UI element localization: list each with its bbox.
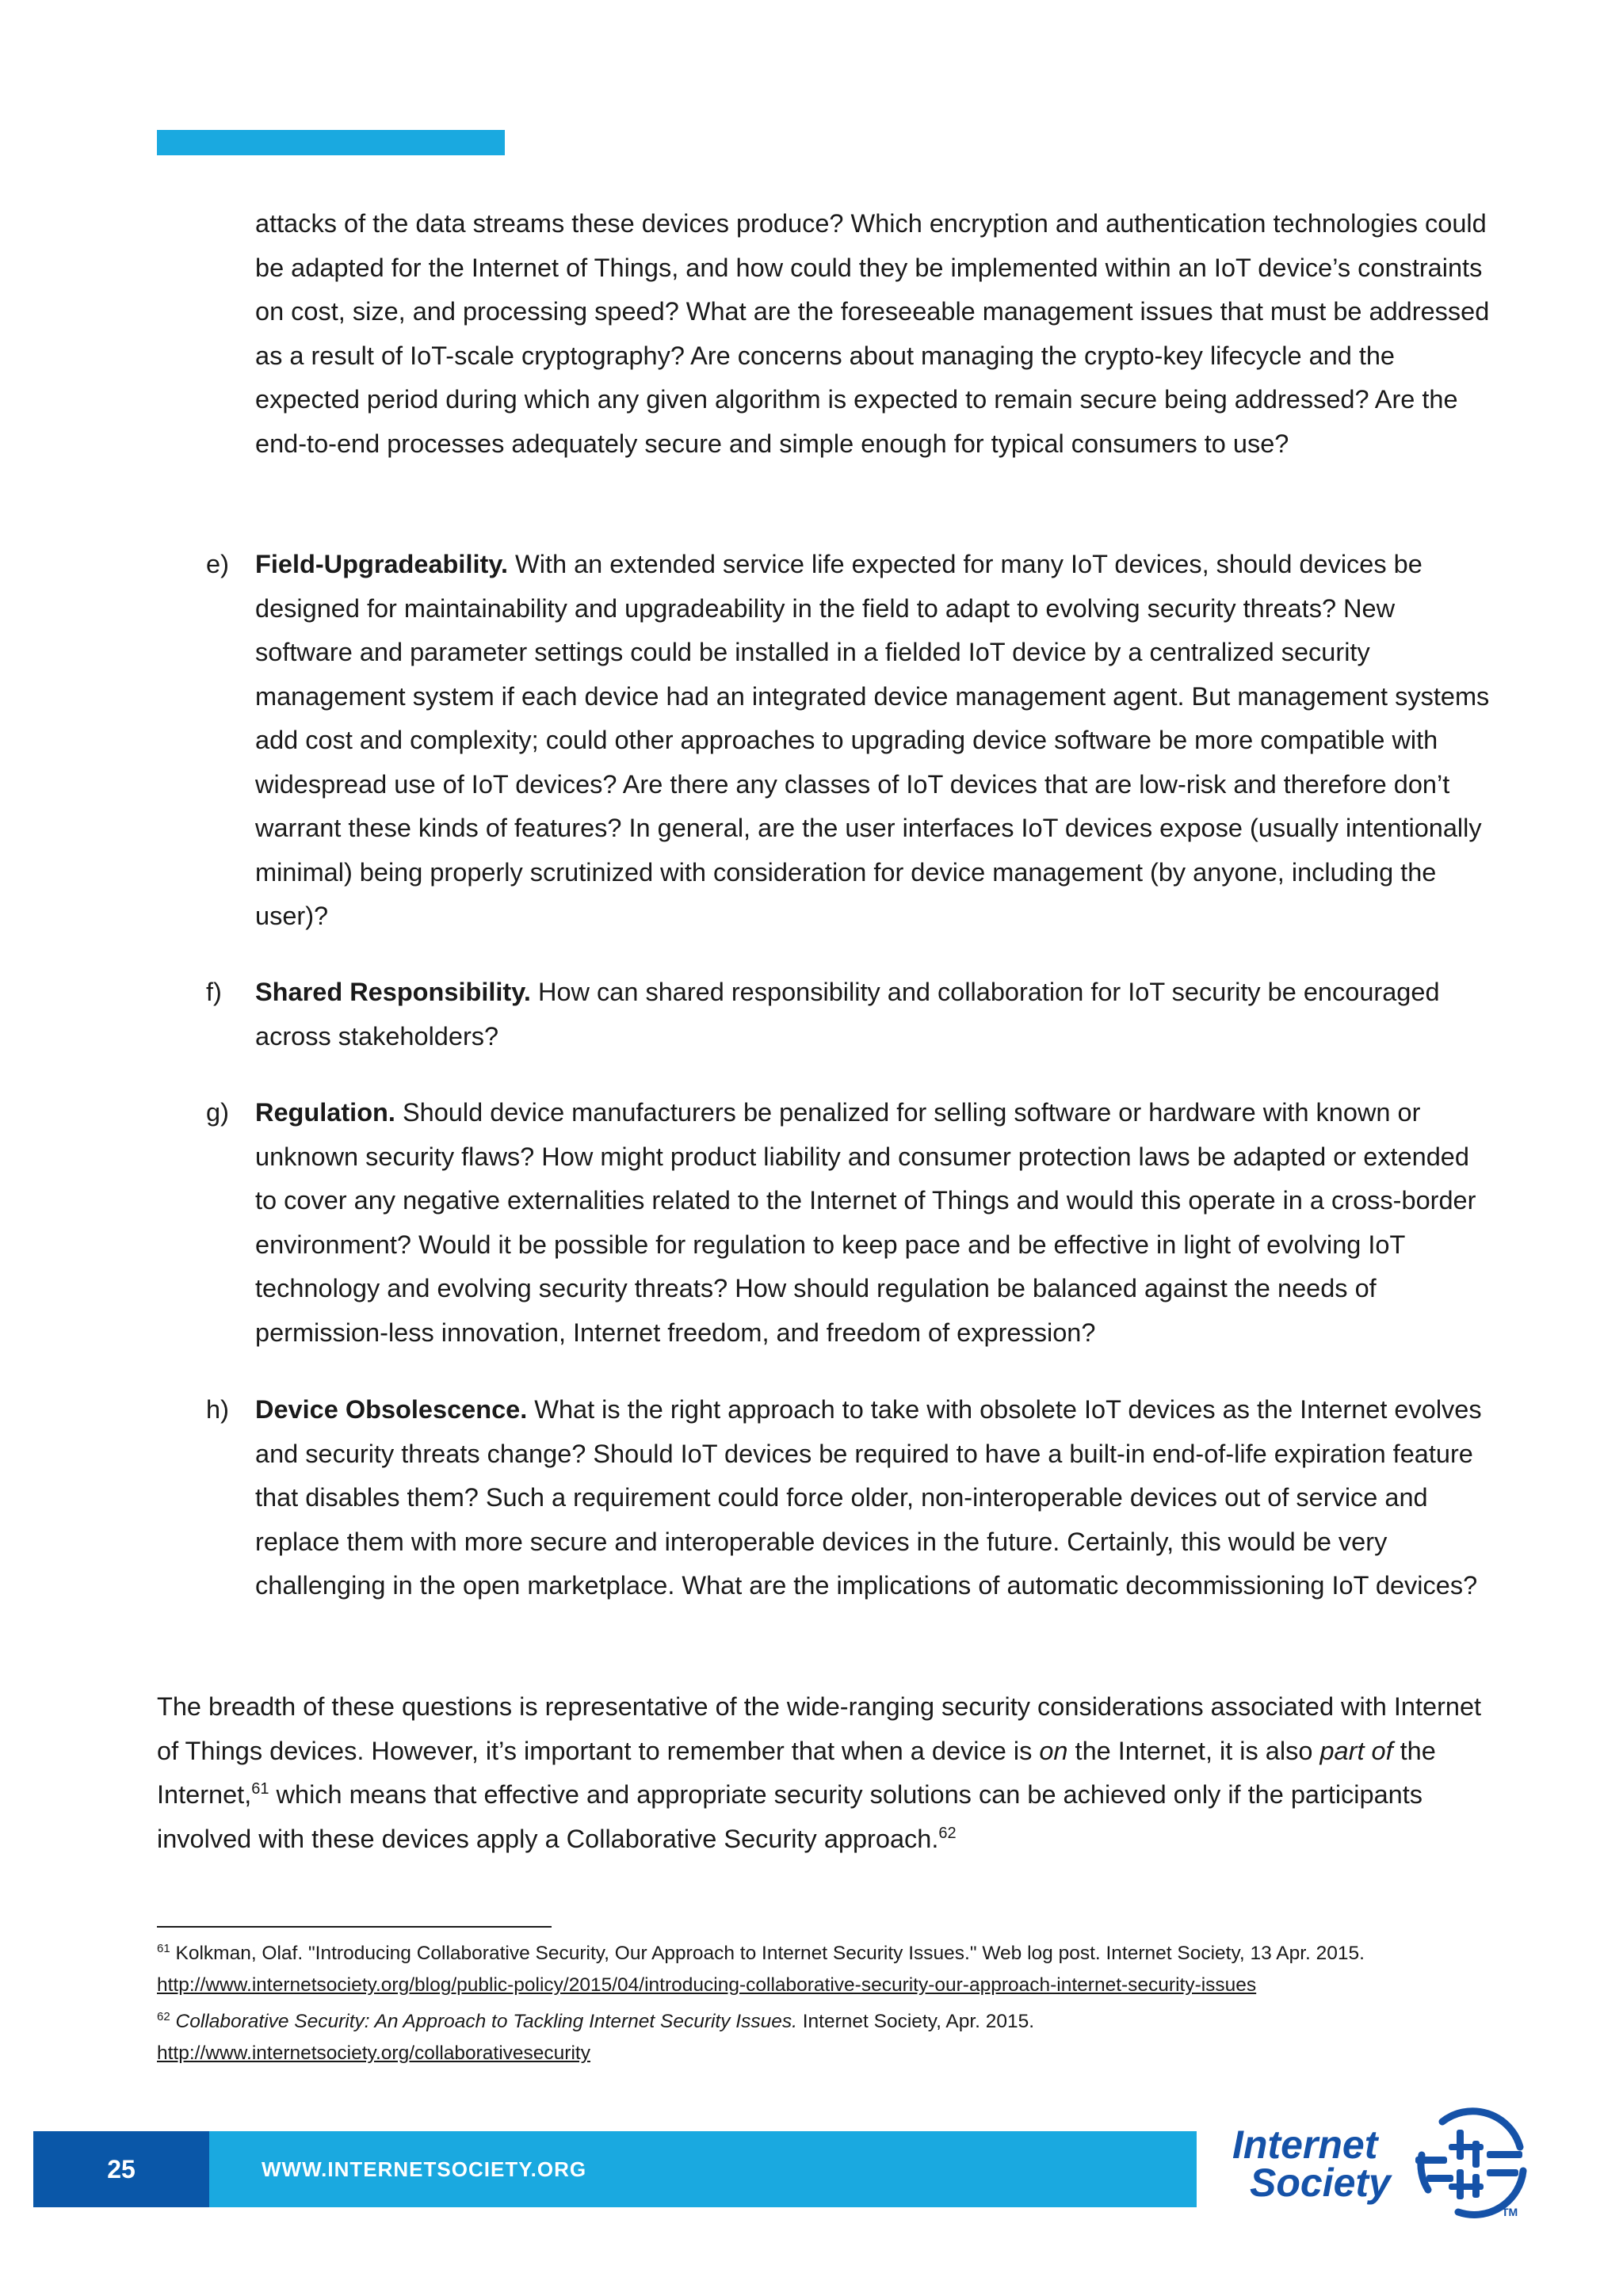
footnote-number: 62	[157, 2009, 170, 2023]
list-item-g	[206, 1091, 1491, 1355]
footnote-text: Internet Society, Apr. 2015.	[796, 2011, 1035, 2032]
closing-paragraph	[157, 1685, 1491, 1861]
header-accent-bar	[157, 130, 505, 155]
item-body: How can shared responsibility and collaboration for IoT security be encouraged across stakeholders?	[255, 978, 1440, 1051]
footnote-ref[interactable]: 62	[938, 1824, 957, 1842]
list-letter: e)	[206, 550, 229, 578]
internet-society-logo	[1232, 2101, 1537, 2220]
logo-line-2: Society	[1250, 2161, 1391, 2205]
item-heading: Device Obsolescence.	[255, 1395, 528, 1424]
footnote-text: Kolkman, Olaf. "Introducing Collaborative Security, Our Approach to Internet Security Issues." Web log post. Internet Society, 13 Apr. 2015.	[170, 1943, 1365, 1964]
closing-text: The breadth of these questions is representative of the wide-ranging security considerations associated with Internet of Things devices. However, it’s important to remember that when a device is	[157, 1692, 1482, 1765]
footnote-62	[157, 2006, 1504, 2069]
closing-text: which means that effective and appropriate security solutions can be achieved only if the participants involved with these devices apply a Collaborative Security approach.	[157, 1780, 1423, 1853]
list-text	[255, 1388, 1491, 1608]
footer-website[interactable]: WWW.INTERNETSOCIETY.ORG	[209, 2131, 1197, 2207]
logo-line-1: Internet	[1232, 2122, 1378, 2167]
footnote-link[interactable]: http://www.internetsociety.org/blog/public-policy/2015/04/introducing-collaborative-security-our-approach-internet-security-issues	[157, 1974, 1257, 1996]
footnote-61	[157, 1938, 1504, 2001]
list-text	[255, 543, 1491, 939]
closing-text: the Internet, it is also	[1067, 1736, 1320, 1765]
closing-text: the Internet,	[157, 1736, 1436, 1809]
item-body: What is the right approach to take with obsolete IoT devices as the Internet evolves and security threats change? Should IoT devices be required to have a built-in end-of-life expiration feature that disables them? Such a requirement could force older, non-interoperable devices out of service and replace them with more secure and interoperable devices in the future. Certainly, this would be very challenging in the open marketplace. What are the implications of automatic decommissioning IoT devices?	[255, 1395, 1482, 1600]
list-text	[255, 971, 1491, 1058]
list-letter: f)	[206, 978, 222, 1006]
list-text	[255, 1091, 1491, 1355]
intro-paragraph: attacks of the data streams these devices produce? Which encryption and authentication technologies could be adapted for the Internet of Things, and how could they be implemented within an IoT device’s constraints on cost, size, and processing speed? What are the foreseeable management issues that must be addressed as a result of IoT-scale cryptography? Are concerns about managing the crypto-key lifecycle and the expected period during which any given algorithm is expected to remain secure being addressed? Are the end-to-end processes adequately secure and simple enough for typical consumers to use?	[255, 209, 1490, 458]
closing-emphasis: on	[1039, 1736, 1068, 1765]
logo-trademark: TM	[1502, 2206, 1518, 2218]
item-body: Should device manufacturers be penalized for selling software or hardware with known or unknown security flaws? How might product liability and consumer protection laws be adapted or extended to cover any negative externalities related to the Internet of Things and would this operate in a cross-border environment? Would it be possible for regulation to keep pace and be effective in light of evolving IoT technology and evolving security threats? How should regulation be balanced against the needs of permission-less innovation, Internet freedom, and freedom of expression?	[255, 1098, 1476, 1347]
list-item-e	[206, 543, 1491, 939]
item-heading: Regulation.	[255, 1098, 395, 1127]
footnote-title: Collaborative Security: An Approach to Tackling Internet Security Issues.	[175, 2011, 797, 2032]
footnote-number: 61	[157, 1941, 170, 1955]
footnote-divider	[157, 1926, 552, 1928]
footnote-link[interactable]: http://www.internetsociety.org/collaborativesecurity	[157, 2042, 590, 2064]
item-heading: Field-Upgradeability.	[255, 550, 509, 578]
page-number: 25	[33, 2131, 209, 2207]
list-item-h	[206, 1388, 1491, 1608]
list-letter: g)	[206, 1098, 229, 1127]
item-body: With an extended service life expected for many IoT devices, should devices be designed for maintainability and upgradeability in the field to adapt to evolving security threats? New software and parameter settings could be installed in a fielded IoT device by a centralized security management system if each device had an integrated device management agent. But management systems add cost and complexity; could other approaches to upgrading device software be more compatible with widespread use of IoT devices? Are there any classes of IoT devices that are low-risk and therefore don’t warrant these kinds of features? In general, are the user interfaces IoT devices expose (usually intentionally minimal) being properly scrutinized with consideration for device management (by anyone, including the user)?	[255, 550, 1490, 930]
list-letter: h)	[206, 1395, 229, 1424]
list-item-f	[206, 971, 1491, 1058]
item-heading: Shared Responsibility.	[255, 978, 531, 1006]
logo-globe-icon	[1411, 2107, 1529, 2218]
closing-emphasis: part of	[1319, 1736, 1393, 1765]
footnote-ref[interactable]: 61	[251, 1780, 269, 1798]
